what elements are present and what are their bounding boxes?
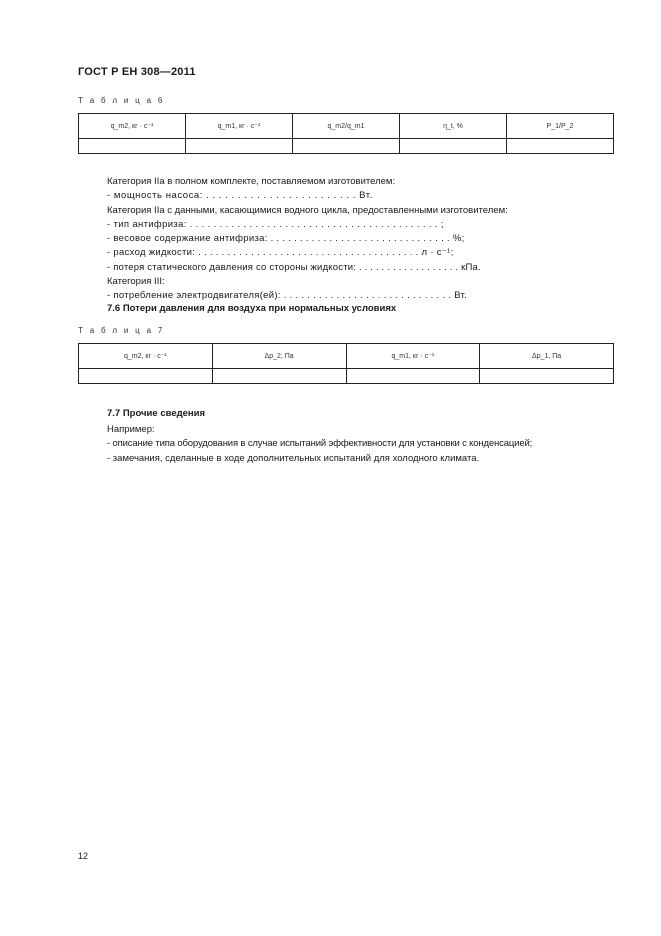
table7-cell [346, 369, 480, 384]
table7-cell [212, 369, 346, 384]
text-line: - замечания, сделанные в ходе дополнительных испытаний для холодного климата. [107, 452, 480, 464]
text-line: Категория III: [107, 276, 165, 288]
table7-cell [480, 369, 614, 384]
text-line: Например: [107, 424, 155, 435]
text-line: Категория IIа с данными, касающимися водного цикла, предоставленными изготовителем: [107, 204, 508, 216]
table6-caption: Т а б л и ц а 6 [78, 96, 165, 105]
text-line: - мощность насоса: . . . . . . . . . . . . . . . . . . . . . . . . Вт. [107, 190, 373, 202]
table6-cell [507, 139, 614, 154]
text-line: - весовое содержание антифриза: . . . . . . . . . . . . . . . . . . . . . . . . . . . . . . . %; [107, 233, 465, 245]
table6-header-cell: q_m1, кг · с⁻¹ [186, 114, 293, 139]
table6-header-cell: q_m2/q_m1 [293, 114, 400, 139]
table7-header-cell: Δp_2, Па [212, 344, 346, 369]
section-7-7-heading: 7.7 Прочие сведения [107, 408, 206, 419]
other-info-list [107, 423, 532, 466]
table6-empty-row [79, 139, 614, 154]
table7-caption: Т а б л и ц а 7 [78, 326, 165, 335]
page-number: 12 [78, 851, 89, 861]
table6-cell [400, 139, 507, 154]
text-line: - описание типа оборудования в случае испытаний эффективности для установки с конденсацией; [107, 438, 533, 450]
table6 [78, 113, 614, 154]
table7-header-cell: q_m2, кг · с⁻¹ [79, 344, 213, 369]
table6-cell [186, 139, 293, 154]
section-7-6-heading: 7.6 Потери давления для воздуха при нормальных условиях [107, 303, 397, 314]
table7-header-row [79, 344, 614, 369]
table7-header-cell: q_m1, кг · с⁻¹ [346, 344, 480, 369]
table6-header-cell: η_t, % [400, 114, 507, 139]
table6-cell [79, 139, 186, 154]
table6-header-cell: P_1/P_2 [507, 114, 614, 139]
text-line: Категория IIа в полном комплекте, поставляемом изготовителем: [107, 176, 396, 187]
text-line: - потеря статического давления со стороны жидкости: . . . . . . . . . . . . . . . . . . кПа. [107, 261, 481, 273]
table6-cell [293, 139, 400, 154]
table6-header-cell: q_m2, кг · с⁻¹ [79, 114, 186, 139]
table7-header-cell: Δp_1, Па [480, 344, 614, 369]
table7-empty-row [79, 369, 614, 384]
text-line: - тип антифриза: . . . . . . . . . . . . . . . . . . . . . . . . . . . . . . . . . . . . . . . . . . ; [107, 218, 444, 230]
table6-header-row [79, 114, 614, 139]
text-line: - расход жидкости: . . . . . . . . . . . . . . . . . . . . . . . . . . . . . . . . . . . . . . л · с⁻¹; [107, 247, 454, 259]
text-line: - потребление электродвигателя(ей): . . . . . . . . . . . . . . . . . . . . . . . . . . . . . Вт. [107, 290, 468, 302]
document-title: ГОСТ Р ЕН 308—2011 [78, 66, 196, 78]
table7-cell [79, 369, 213, 384]
table7 [78, 343, 614, 384]
category-list [107, 175, 508, 304]
